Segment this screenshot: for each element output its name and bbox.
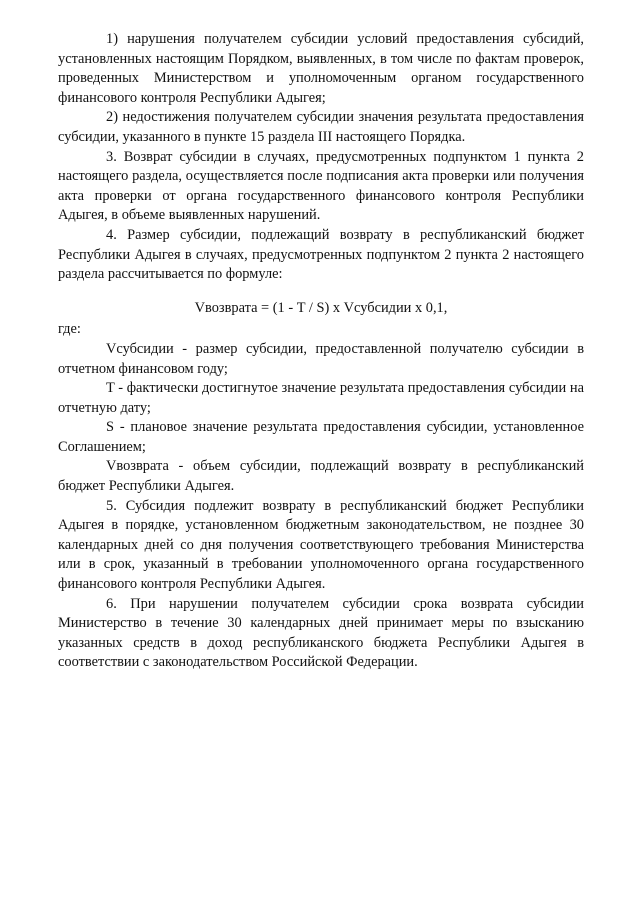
document-body	[58, 30, 584, 673]
definition-t: T - фактически достигнутое значение результата предоставления субсидии на отчетную дату;	[58, 380, 584, 416]
paragraph-point-4: 4. Размер субсидии, подлежащий возврату в республиканский бюджет Республики Адыгея в случаях, предусмотренных подпунктом 2 пункта 2 настоящего раздела рассчитывается по формуле:	[58, 226, 584, 283]
paragraph-point-3: 3. Возврат субсидии в случаях, предусмотренных подпунктом 1 пункта 2 настоящего раздела, осуществляется после подписания акта проверки или получения акта проверки от органа государственного финансового контроля Республики Адыгея, в объеме выявленных нарушений.	[58, 148, 584, 224]
definition-v-return: Vвозврата - объем субсидии, подлежащий возврату в республиканский бюджет Республики Адыгея.	[58, 458, 584, 495]
where-label: где:	[58, 321, 81, 338]
paragraph-point-6: 6. При нарушении получателем субсидии срока возврата субсидии Министерство в течение 30 календарных дней принимает меры по взысканию указанных средств в доход республиканского бюджета Республики Адыгея в соответствии с законодательством Российской Федерации.	[58, 595, 584, 671]
definition-s: S - плановое значение результата предоставления субсидии, установленное Соглашением;	[58, 419, 584, 455]
definition-v-subsidy: Vсубсидии - размер субсидии, предоставленной получателю субсидии в отчетном финансовом году;	[58, 340, 584, 377]
paragraph-point-5: 5. Субсидия подлежит возврату в республиканский бюджет Республики Адыгея в порядке, установленном бюджетным законодательством, не позднее 30 календарных дней со дня получения соответствующего требования Министерства или в срок, указанный в требовании уполномоченного органа государственного финансового контроля Республики Адыгея.	[58, 497, 584, 593]
paragraph-item-1: 1) нарушения получателем субсидии условий предоставления субсидий, установленных настоящим Порядком, выявленных, в том числе по фактам проверок, проведенных Министерством и уполномоченным органом государственного финансового контроля Республики Адыгея;	[58, 31, 584, 106]
paragraph-item-2: 2) недостижения получателем субсидии значения результата предоставления субсидии, указанного в пункте 15 раздела III настоящего Порядка.	[58, 109, 584, 145]
formula: Vвозврата = (1 - T / S) х Vсубсидии х 0,1,	[194, 299, 448, 316]
